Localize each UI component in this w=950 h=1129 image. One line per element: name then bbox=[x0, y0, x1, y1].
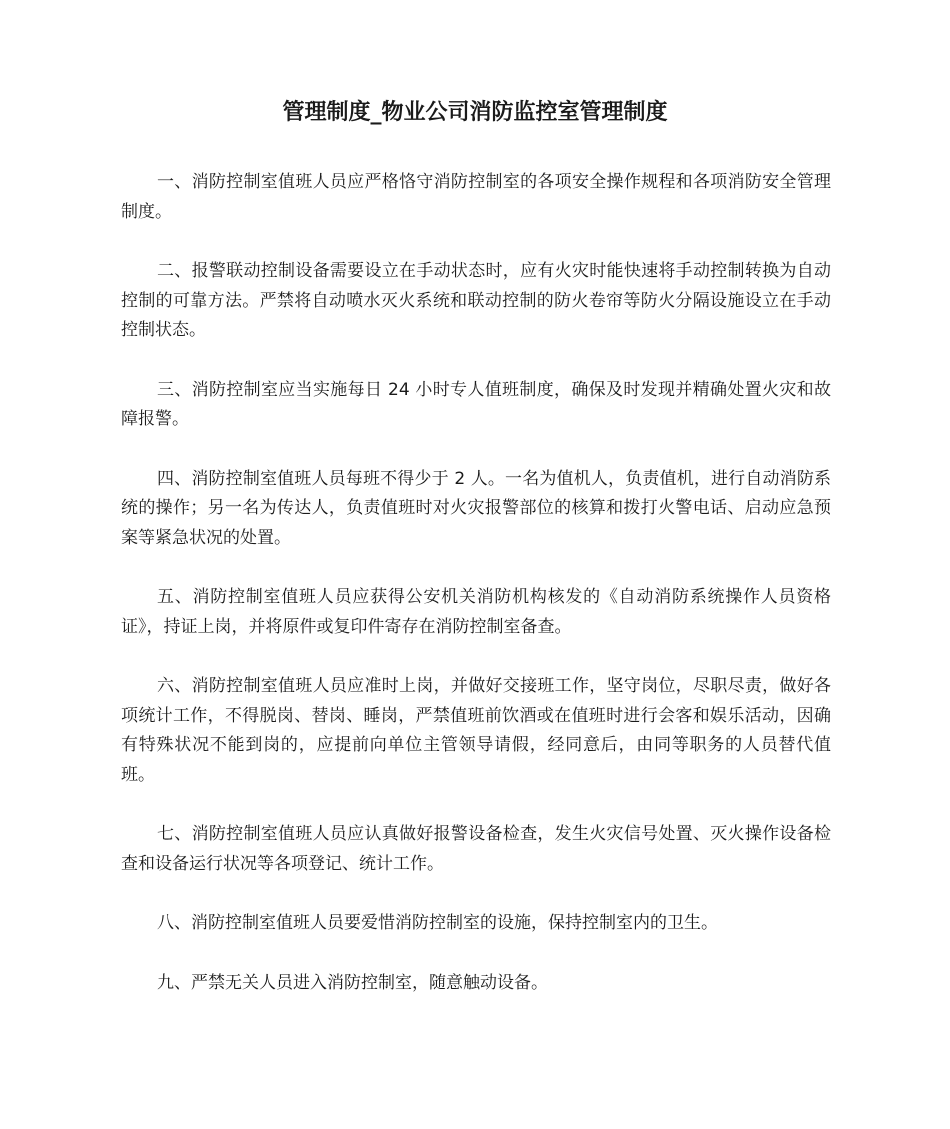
paragraph-2: 二、报警联动控制设备需要设立在手动状态时，应有火灾时能快速将手动控制转换为自动控制的可靠方法。严禁将自动喷水灭火系统和联动控制的防火卷帘等防火分隔设施设立在手动控制状态。 bbox=[121, 261, 831, 340]
document-body bbox=[121, 168, 831, 1028]
paragraph-5: 五、消防控制室值班人员应获得公安机关消防机构核发的《自动消防系统操作人员资格证》，持证上岗，并将原件或复印件寄存在消防控制室备查。 bbox=[121, 587, 831, 637]
paragraph-7: 七、消防控制室值班人员应认真做好报警设备检查，发生火灾信号处置、灭火操作设备检查和设备运行状况等各项登记、统计工作。 bbox=[121, 824, 831, 874]
paragraph-8: 八、消防控制室值班人员要爱惜消防控制室的设施，保持控制室内的卫生。 bbox=[157, 913, 718, 933]
paragraph-3: 三、消防控制室应当实施每日 24 小时专人值班制度，确保及时发现并精确处置火灾和故障报警。 bbox=[121, 379, 831, 429]
paragraph-4: 四、消防控制室值班人员每班不得少于 2 人。一名为值机人，负责值机，进行自动消防系统的操作；另一名为传达人，负责值班时对火灾报警部位的核算和拨打火警电话、启动应急预案等紧急状况的处置。 bbox=[121, 468, 831, 548]
paragraph-9: 九、严禁无关人员进入消防控制室，随意触动设备。 bbox=[157, 972, 548, 993]
paragraph-6: 六、消防控制室值班人员应准时上岗，并做好交接班工作，坚守岗位，尽职尽责，做好各项统计工作，不得脱岗、替岗、睡岗，严禁值班前饮酒或在值班时进行会客和娱乐活动，因确有特殊状况不能到岗的，应提前向单位主管领导请假，经同意后，由同等职务的人员替代值班。 bbox=[121, 676, 831, 785]
page-title: 管理制度_物业公司消防监控室管理制度 bbox=[282, 100, 668, 125]
paragraph-1: 一、消防控制室值班人员应严格恪守消防控制室的各项安全操作规程和各项消防安全管理制度。 bbox=[121, 172, 831, 222]
